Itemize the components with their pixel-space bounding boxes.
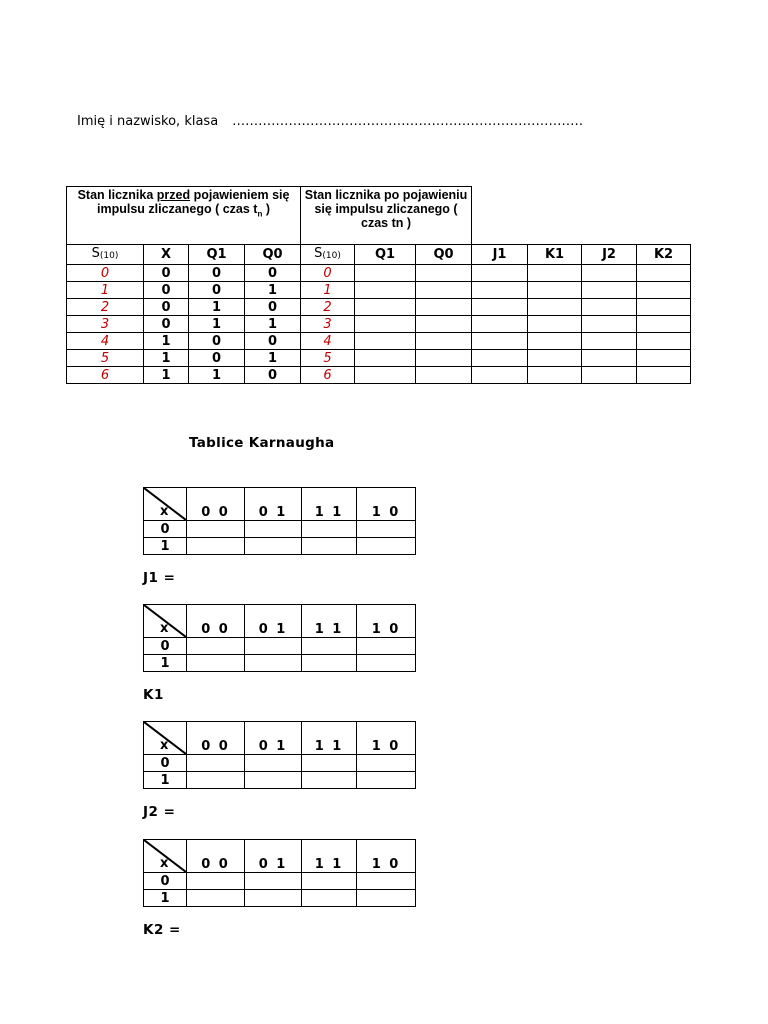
kmap-cell[interactable] bbox=[187, 890, 245, 907]
col-s-next: $S_{(10)}$ bbox=[301, 245, 355, 265]
k2-cell[interactable] bbox=[637, 316, 691, 333]
j1-cell[interactable] bbox=[472, 367, 528, 384]
state-number: 5 bbox=[67, 350, 144, 367]
name-dots: ……………………………………………………………………… bbox=[232, 114, 584, 129]
q0-next-cell[interactable] bbox=[416, 350, 472, 367]
kmap-cell[interactable] bbox=[245, 655, 302, 672]
kmap-row-header: 1 bbox=[144, 772, 187, 789]
state-number: 1 bbox=[67, 282, 144, 299]
q0-value: 0 bbox=[245, 265, 301, 282]
table-row bbox=[67, 316, 691, 333]
kmap-cell[interactable] bbox=[302, 638, 357, 655]
next-state-number: 2 bbox=[301, 299, 355, 316]
state-number: 4 bbox=[67, 333, 144, 350]
kmap-column-header: 0 1 bbox=[245, 488, 302, 521]
k1-cell[interactable] bbox=[528, 333, 582, 350]
q1-value: 1 bbox=[189, 299, 245, 316]
q0-value: 1 bbox=[245, 316, 301, 333]
q1-next-cell[interactable] bbox=[355, 282, 416, 299]
table-row bbox=[67, 282, 691, 299]
q1-next-cell[interactable] bbox=[355, 333, 416, 350]
kmap-corner-label: x bbox=[160, 738, 171, 753]
kmap-cell[interactable] bbox=[187, 772, 245, 789]
kmap-cell[interactable] bbox=[187, 538, 245, 555]
q0-next-cell[interactable] bbox=[416, 265, 472, 282]
kmap-cell[interactable] bbox=[357, 873, 416, 890]
kmap-corner bbox=[144, 840, 187, 873]
col-k2: K2 bbox=[637, 245, 691, 265]
kmap-cell[interactable] bbox=[357, 772, 416, 789]
kmap-cell[interactable] bbox=[357, 890, 416, 907]
kmap-column-header: 1 0 bbox=[357, 488, 416, 521]
kmap-column-header: 0 1 bbox=[245, 722, 302, 755]
column-header-row bbox=[67, 245, 691, 265]
j2-cell[interactable] bbox=[582, 299, 637, 316]
next-state-number: 5 bbox=[301, 350, 355, 367]
kmap-equation-label: K2 = bbox=[143, 922, 181, 938]
col-s: $S_{(10)}$ bbox=[67, 245, 144, 265]
k2-cell[interactable] bbox=[637, 333, 691, 350]
karnaugh-title: Tablice Karnaugha bbox=[189, 435, 335, 451]
q1-next-cell[interactable] bbox=[355, 299, 416, 316]
j1-cell[interactable] bbox=[472, 350, 528, 367]
k2-cell[interactable] bbox=[637, 299, 691, 316]
kmap-cell[interactable] bbox=[187, 638, 245, 655]
k2-cell[interactable] bbox=[637, 265, 691, 282]
kmap-equation-label: J1 = bbox=[143, 570, 176, 586]
q0-value: 1 bbox=[245, 350, 301, 367]
kmap-cell[interactable] bbox=[302, 755, 357, 772]
state-number: 2 bbox=[67, 299, 144, 316]
x-value: 1 bbox=[144, 367, 189, 384]
q0-value: 0 bbox=[245, 333, 301, 350]
kmap-row-header: 1 bbox=[144, 655, 187, 672]
j1-cell[interactable] bbox=[472, 333, 528, 350]
q1-value: 1 bbox=[189, 367, 245, 384]
q0-value: 0 bbox=[245, 299, 301, 316]
j2-cell[interactable] bbox=[582, 350, 637, 367]
karnaugh-map bbox=[143, 839, 416, 907]
table-row bbox=[67, 333, 691, 350]
k2-cell[interactable] bbox=[637, 350, 691, 367]
j2-cell[interactable] bbox=[582, 265, 637, 282]
kmap-row-header: 0 bbox=[144, 638, 187, 655]
q1-value: 1 bbox=[189, 316, 245, 333]
kmap-row-header: 0 bbox=[144, 521, 187, 538]
kmap-cell[interactable] bbox=[357, 638, 416, 655]
karnaugh-map bbox=[143, 487, 416, 555]
kmap-column-header: 0 0 bbox=[187, 488, 245, 521]
q0-next-cell[interactable] bbox=[416, 299, 472, 316]
kmap-cell[interactable] bbox=[357, 655, 416, 672]
state-number: 0 bbox=[67, 265, 144, 282]
kmap-cell[interactable] bbox=[302, 890, 357, 907]
x-value: 1 bbox=[144, 333, 189, 350]
kmap-column-header: 0 0 bbox=[187, 605, 245, 638]
kmap-column-header: 1 0 bbox=[357, 722, 416, 755]
table-row bbox=[67, 265, 691, 282]
q1-next-cell[interactable] bbox=[355, 265, 416, 282]
k2-cell[interactable] bbox=[637, 282, 691, 299]
kmap-column-header: 1 0 bbox=[357, 840, 416, 873]
kmap-column-header: 0 1 bbox=[245, 840, 302, 873]
kmap-column-header: 0 0 bbox=[187, 722, 245, 755]
k1-cell[interactable] bbox=[528, 299, 582, 316]
next-state-number: 3 bbox=[301, 316, 355, 333]
k2-cell[interactable] bbox=[637, 367, 691, 384]
q1-value: 0 bbox=[189, 333, 245, 350]
col-k1: K1 bbox=[528, 245, 582, 265]
kmap-column-header: 1 1 bbox=[302, 722, 357, 755]
kmap-cell[interactable] bbox=[302, 655, 357, 672]
kmap-corner bbox=[144, 605, 187, 638]
x-value: 0 bbox=[144, 316, 189, 333]
k1-cell[interactable] bbox=[528, 367, 582, 384]
col-j1: J1 bbox=[472, 245, 528, 265]
karnaugh-map bbox=[143, 721, 416, 789]
kmap-corner-label: x bbox=[160, 621, 171, 636]
j1-cell[interactable] bbox=[472, 299, 528, 316]
kmap-cell[interactable] bbox=[187, 521, 245, 538]
q0-next-cell[interactable] bbox=[416, 282, 472, 299]
j1-cell[interactable] bbox=[472, 265, 528, 282]
kmap-column-header: 0 1 bbox=[245, 605, 302, 638]
col-j2: J2 bbox=[582, 245, 637, 265]
table-row bbox=[67, 299, 691, 316]
kmap-cell[interactable] bbox=[245, 755, 302, 772]
kmap-corner-label: x bbox=[160, 856, 171, 871]
kmap-cell[interactable] bbox=[187, 873, 245, 890]
state-number: 3 bbox=[67, 316, 144, 333]
col-x: X bbox=[144, 245, 189, 265]
kmap-row-header: 1 bbox=[144, 538, 187, 555]
kmap-cell[interactable] bbox=[357, 521, 416, 538]
q0-value: 1 bbox=[245, 282, 301, 299]
k1-cell[interactable] bbox=[528, 282, 582, 299]
q1-value: 0 bbox=[189, 350, 245, 367]
j2-cell[interactable] bbox=[582, 367, 637, 384]
q1-next-cell[interactable] bbox=[355, 350, 416, 367]
kmap-cell[interactable] bbox=[357, 755, 416, 772]
kmap-cell[interactable] bbox=[245, 873, 302, 890]
karnaugh-map bbox=[143, 604, 416, 672]
kmap-cell[interactable] bbox=[245, 772, 302, 789]
q1-value: 0 bbox=[189, 282, 245, 299]
kmap-column-header: 1 0 bbox=[357, 605, 416, 638]
kmap-cell[interactable] bbox=[187, 655, 245, 672]
k1-cell[interactable] bbox=[528, 350, 582, 367]
x-value: 1 bbox=[144, 350, 189, 367]
next-state-number: 6 bbox=[301, 367, 355, 384]
state-table bbox=[66, 186, 691, 384]
state-number: 6 bbox=[67, 367, 144, 384]
j1-cell[interactable] bbox=[472, 316, 528, 333]
next-state-number: 1 bbox=[301, 282, 355, 299]
kmap-corner bbox=[144, 488, 187, 521]
kmap-cell[interactable] bbox=[245, 538, 302, 555]
j2-cell[interactable] bbox=[582, 282, 637, 299]
kmap-corner-label: x bbox=[160, 504, 171, 519]
col-q0: Q0 bbox=[245, 245, 301, 265]
kmap-column-header: 0 0 bbox=[187, 840, 245, 873]
k1-cell[interactable] bbox=[528, 265, 582, 282]
next-state-number: 4 bbox=[301, 333, 355, 350]
q1-next-cell[interactable] bbox=[355, 367, 416, 384]
header-blank bbox=[472, 187, 691, 245]
kmap-corner bbox=[144, 722, 187, 755]
j2-cell[interactable] bbox=[582, 316, 637, 333]
q1-next-cell[interactable] bbox=[355, 316, 416, 333]
col-q0-next: Q0 bbox=[416, 245, 472, 265]
q0-next-cell[interactable] bbox=[416, 333, 472, 350]
kmap-column-header: 1 1 bbox=[302, 840, 357, 873]
q1-value: 0 bbox=[189, 265, 245, 282]
k1-cell[interactable] bbox=[528, 316, 582, 333]
kmap-cell[interactable] bbox=[245, 521, 302, 538]
q0-value: 0 bbox=[245, 367, 301, 384]
q0-next-cell[interactable] bbox=[416, 367, 472, 384]
kmap-cell[interactable] bbox=[245, 638, 302, 655]
kmap-cell[interactable] bbox=[302, 873, 357, 890]
kmap-row-header: 0 bbox=[144, 755, 187, 772]
x-value: 0 bbox=[144, 265, 189, 282]
table-row bbox=[67, 367, 691, 384]
table-row bbox=[67, 350, 691, 367]
j2-cell[interactable] bbox=[582, 333, 637, 350]
before-impulse-header: Stan licznika przed pojawieniem się impulsu zliczanego ( czas $t_n$ ) bbox=[67, 187, 301, 245]
name-class-label: Imię i nazwisko, klasa bbox=[77, 114, 219, 129]
kmap-cell[interactable] bbox=[302, 521, 357, 538]
kmap-row-header: 0 bbox=[144, 873, 187, 890]
kmap-row-header: 1 bbox=[144, 890, 187, 907]
q0-next-cell[interactable] bbox=[416, 316, 472, 333]
name-class-line bbox=[77, 114, 583, 129]
col-q1: Q1 bbox=[189, 245, 245, 265]
kmap-equation-label: K1 bbox=[143, 687, 164, 703]
kmap-cell[interactable] bbox=[245, 890, 302, 907]
col-q1-next: Q1 bbox=[355, 245, 416, 265]
after-impulse-header: Stan licznika po pojawieniu się impulsu zliczanego ( czas tn ) bbox=[301, 187, 472, 245]
kmap-cell[interactable] bbox=[357, 538, 416, 555]
x-value: 0 bbox=[144, 282, 189, 299]
kmap-column-header: 1 1 bbox=[302, 605, 357, 638]
x-value: 0 bbox=[144, 299, 189, 316]
kmap-column-header: 1 1 bbox=[302, 488, 357, 521]
kmap-cell[interactable] bbox=[187, 755, 245, 772]
kmap-cell[interactable] bbox=[302, 772, 357, 789]
next-state-number: 0 bbox=[301, 265, 355, 282]
kmap-cell[interactable] bbox=[302, 538, 357, 555]
j1-cell[interactable] bbox=[472, 282, 528, 299]
kmap-equation-label: J2 = bbox=[143, 804, 176, 820]
